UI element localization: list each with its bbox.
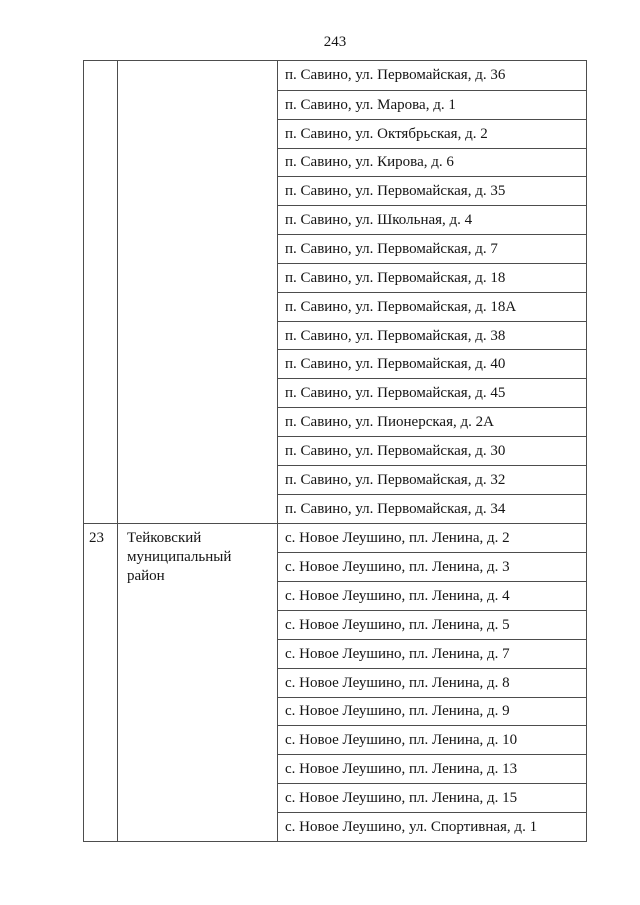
section-number-cell: 23 [84,524,118,841]
table-row: п. Савино, ул. Октябрьская, д. 2 [278,119,586,148]
district-name-cell: Тейковский муниципальный район [118,524,278,841]
table-row: с. Новое Леушино, пл. Ленина, д. 13 [278,754,586,783]
page-number: 243 [323,34,347,50]
table-row: п. Савино, ул. Первомайская, д. 40 [278,349,586,378]
table-row: с. Новое Леушино, пл. Ленина, д. 7 [278,639,586,668]
table-row: с. Новое Леушино, пл. Ленина, д. 8 [278,668,586,697]
district-name-cell [118,61,278,523]
table-row: с. Новое Леушино, пл. Ленина, д. 15 [278,783,586,812]
table-row: с. Новое Леушино, пл. Ленина, д. 10 [278,725,586,754]
table-row: п. Савино, ул. Первомайская, д. 18А [278,292,586,321]
table-row: п. Савино, ул. Марова, д. 1 [278,90,586,119]
table-section-2 [84,523,586,841]
table-row: п. Савино, ул. Первомайская, д. 38 [278,321,586,350]
table-row: с. Новое Леушино, пл. Ленина, д. 2 [285,529,510,546]
address-column [278,61,586,523]
table-row: п. Савино, ул. Пионерская, д. 2А [278,407,586,436]
section-number-cell [84,61,118,523]
table-row: п. Савино, ул. Первомайская, д. 34 [278,494,586,523]
table-row: с. Новое Леушино, ул. Спортивная, д. 1 [278,812,586,841]
table-row: с. Новое Леушино, пл. Ленина, д. 5 [278,610,586,639]
table-row: п. Савино, ул. Кирова, д. 6 [278,148,586,177]
table-row: п. Савино, ул. Первомайская, д. 45 [278,378,586,407]
table-row: п. Савино, ул. Первомайская, д. 18 [278,263,586,292]
table-row: п. Савино, ул. Первомайская, д. 30 [278,436,586,465]
table-row: п. Савино, ул. Первомайская, д. 35 [278,176,586,205]
address-table [83,60,587,842]
table-row: с. Новое Леушино, пл. Ленина, д. 9 [278,697,586,726]
table-row: п. Савино, ул. Первомайская, д. 7 [278,234,586,263]
table-section-1 [84,61,586,523]
table-row: п. Савино, ул. Школьная, д. 4 [278,205,586,234]
table-row: с. Новое Леушино, пл. Ленина, д. 4 [278,581,586,610]
table-row: п. Савино, ул. Первомайская, д. 32 [278,465,586,494]
table-row: с. Новое Леушино, пл. Ленина, д. 3 [278,552,586,581]
table-row: п. Савино, ул. Первомайская, д. 36 [285,67,506,84]
address-column [278,524,586,841]
